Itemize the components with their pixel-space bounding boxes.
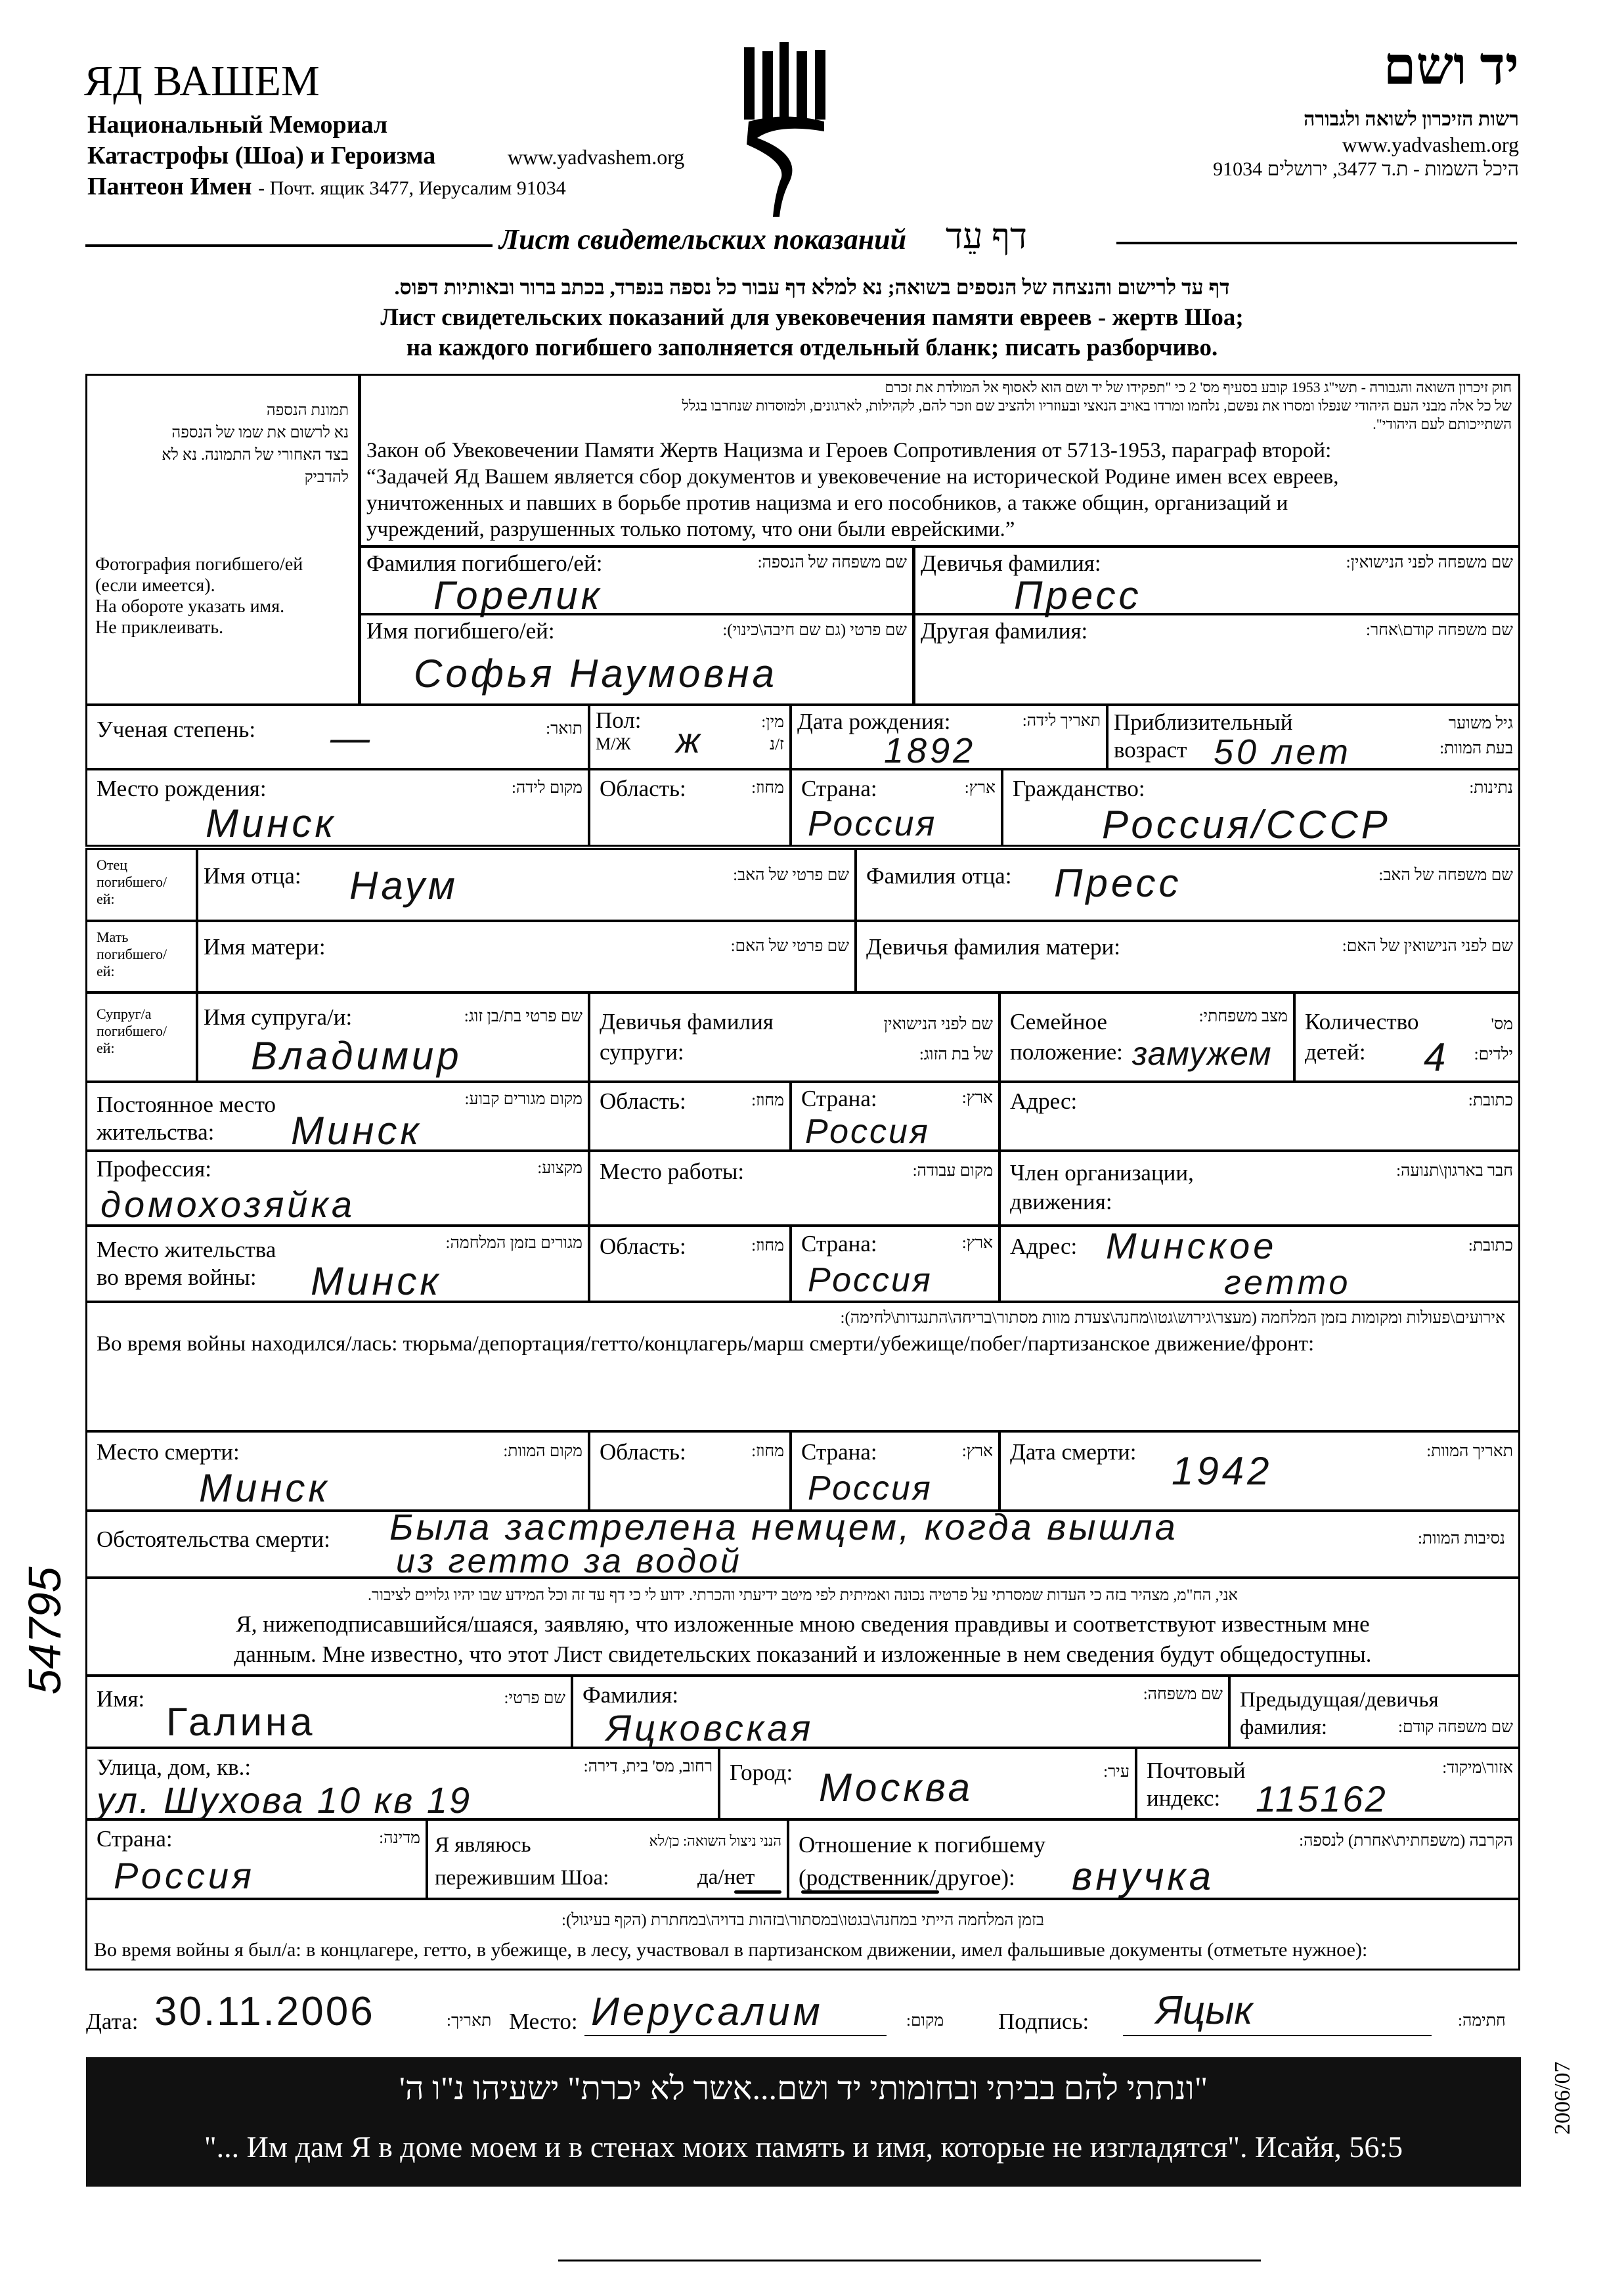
residence-address-field[interactable] <box>999 1081 1520 1151</box>
death-region-label: Область: <box>600 1439 686 1465</box>
war-residence-he: מגורים בזמן המלחמה: <box>445 1234 582 1252</box>
war-residence-label <box>97 1236 276 1291</box>
spouse-maiden-label <box>600 1007 774 1067</box>
father-side-2: погибшего/ <box>97 874 167 890</box>
marital-status-label <box>1010 1007 1123 1067</box>
form-title-ru: Лист свидетельских показаний <box>499 223 907 256</box>
birth-country-he: ארץ: <box>964 779 996 797</box>
marital-label-2: положение: <box>1010 1039 1123 1065</box>
law-he1: חוק זיכרון השואה והגבורה - תשי"ג 1953 קובע בסעיף מס' 2 כי "תפקידו של יד ושם הוא לאסוף אל המולדת את זכרם <box>885 379 1512 395</box>
submitter-country-field[interactable] <box>85 1819 428 1900</box>
submitter-country-value: Россия <box>114 1855 255 1896</box>
victim-surname-value: Горелик <box>433 573 603 617</box>
instructions-ru2: на каждого погибшего заполняется отдельный бланк; писать разборчиво. <box>406 334 1218 361</box>
profession-field[interactable] <box>85 1150 590 1226</box>
death-circumstances-label: Обстоятельства смерти: <box>97 1526 330 1552</box>
death-circumstances-he: נסיבות המוות: <box>1417 1530 1505 1548</box>
war-residence-field[interactable] <box>85 1225 590 1303</box>
submitter-war-status-field[interactable] <box>85 1898 1520 1971</box>
instructions-ru1: Лист свидетельских показаний для увековечения памяти евреев - жертв Шоа; <box>380 304 1244 331</box>
war-events-he: אירועים\פעולות ומקומות בזמן המלחמה (מעצר\גירוש\גטו\מחנה\צעדת מוות מסתור\בריחה\התנגדות\לחימה): <box>840 1309 1505 1327</box>
birth-region-label: Область: <box>600 776 686 801</box>
death-date-field[interactable] <box>999 1431 1520 1511</box>
war-residence-label-1: Место жительства <box>97 1237 276 1262</box>
father-name-he: שם פרטי של האב: <box>733 866 849 884</box>
survivor-label <box>435 1829 609 1894</box>
war-region-field[interactable] <box>588 1225 791 1303</box>
approx-age-value: 50 лет <box>1214 732 1351 772</box>
mother-name-he: שם פרטי של האם: <box>730 937 849 955</box>
father-name-value: Наум <box>349 864 458 908</box>
form-code: 2006/07 <box>1550 2061 1575 2135</box>
birth-date-label: Дата рождения: <box>797 709 951 734</box>
death-circumstances-field[interactable] <box>85 1506 1520 1580</box>
war-country-field[interactable] <box>790 1225 1000 1303</box>
war-address-value-1: Минское <box>1106 1225 1277 1266</box>
submitter-surname-he: שם משפחה: <box>1143 1685 1223 1703</box>
spouse-side-2: погибшего/ <box>97 1023 167 1039</box>
submitter-postcode-field[interactable] <box>1135 1747 1520 1820</box>
war-events-label: Во время войны находился/лась: тюрьма/депортация/гетто/концлагерь/марш смерти/убежище/побег/партизанское движение/фронт: <box>97 1332 1315 1356</box>
residence-address-he: כתובת: <box>1468 1092 1513 1109</box>
relation-he: הקרבה (משפחתית\אחרת) לנספה: <box>1299 1832 1513 1850</box>
death-country-field[interactable] <box>790 1431 1000 1511</box>
profession-value: домохозяйка <box>100 1184 355 1225</box>
residence-place-value: Минск <box>291 1109 422 1153</box>
victim-first-name-he: שם פרטי (גם שם חיבה\כינוי): <box>722 621 907 639</box>
membership-field[interactable] <box>999 1150 1520 1226</box>
mother-side-text <box>97 929 167 980</box>
victim-first-name-label: Имя погибшего/ей: <box>366 618 555 644</box>
signing-date-value[interactable]: 30.11.2006 <box>154 1989 375 2034</box>
prev-surname-label-1: Предыдущая/девичья <box>1240 1688 1439 1712</box>
war-events-field[interactable] <box>85 1301 1520 1432</box>
header-he-title: יד ושם <box>1383 38 1519 96</box>
degree-value: — <box>330 716 373 760</box>
mother-name-label: Имя матери: <box>204 934 326 960</box>
degree-he: תואר: <box>546 720 582 738</box>
children-he-1: מס' <box>1491 1015 1513 1033</box>
submitter-name-field[interactable] <box>85 1675 573 1749</box>
photo-box[interactable] <box>85 374 360 705</box>
birth-date-value: 1892 <box>884 731 977 770</box>
submitter-city-field[interactable] <box>718 1747 1137 1820</box>
membership-label-1: Член организации, <box>1010 1160 1194 1186</box>
archive-number: 54795 <box>19 1567 70 1695</box>
spouse-name-label: Имя супруга/и: <box>204 1004 353 1030</box>
mother-maiden-field[interactable] <box>855 920 1520 993</box>
father-surname-value: Пресс <box>1054 861 1182 905</box>
declaration-he: אני, הח"מ, מצהיר בזה כי העדות שמסרתי על פרטיה נכונה ואמיתית לפי מיטב ידיעתי והכרתי. ידוע לי כי דף עד זה וכל המידע שבו יהיו גלויים לציבור. <box>368 1587 1238 1604</box>
signature-line <box>1123 2035 1432 2036</box>
bottom-rule <box>558 2260 1261 2261</box>
survivor-answer[interactable]: да/нет <box>697 1865 755 1889</box>
gender-field[interactable] <box>588 704 791 770</box>
father-surname-he: שם משפחה של האב: <box>1378 866 1513 884</box>
survivor-label-1: Я являюсь <box>435 1833 531 1857</box>
mother-maiden-he: שם לפני הנישואין של האם: <box>1342 937 1513 955</box>
father-name-field[interactable] <box>196 848 856 922</box>
submitter-surname-value: Яцковская <box>606 1707 814 1749</box>
header-ru-line1: Национальный Мемориал <box>87 111 388 139</box>
children-he-2: ילדים: <box>1474 1046 1513 1063</box>
gender-label-1: Пол: <box>596 707 642 733</box>
law-ru1: Закон об Увековечении Памяти Жертв Нацизма и Героев Сопротивления от 5713-1953, параграф второй: <box>366 439 1332 462</box>
submitter-country-label: Страна: <box>97 1826 173 1852</box>
victim-maiden-he: שם משפחה לפני הנישואין: <box>1346 554 1513 571</box>
mother-side-3: ей: <box>97 963 115 979</box>
photo-ru4: Не приклеивать. <box>95 617 224 638</box>
signature-he: חתימה: <box>1458 2012 1506 2030</box>
birth-place-value: Минск <box>206 801 337 845</box>
spouse-name-field[interactable] <box>196 992 590 1082</box>
signature-label: Подпись: <box>998 2009 1089 2034</box>
death-country-label: Страна: <box>801 1439 877 1465</box>
gender-he-1: מין: <box>761 713 784 731</box>
submitter-name-value: Галина <box>166 1700 316 1744</box>
death-region-field[interactable] <box>588 1431 791 1511</box>
spouse-maiden-he-1: שם לפני הנישואין <box>883 1015 993 1033</box>
mother-side-2: погибшего/ <box>97 946 167 962</box>
spouse-maiden-label-1: Девичья фамилия <box>600 1009 774 1035</box>
death-country-value: Россия <box>808 1469 933 1507</box>
photo-ru1: Фотография погибшего/ей <box>95 554 303 575</box>
survivor-he: הנני ניצול השואה: כן/לא <box>649 1833 781 1849</box>
survivor-answer-underline <box>734 1890 781 1894</box>
law-he2: של כל אלה מבני העם היהודי שנפלו ומסרו את נפשם, נלחמו ומרדו באויב הנאצי ובעוזריו ולהציב שם וזכר להם, לקהילות, לארגונים, ולמוסדות שנחרבו בגלל <box>682 397 1512 414</box>
children-count-value: 4 <box>1424 1035 1449 1079</box>
header-he-line1: רשות הזיכרון לשואה ולגבורה <box>1304 108 1519 130</box>
gender-value: ж <box>676 721 704 761</box>
children-label-2: детей: <box>1305 1039 1366 1065</box>
mother-side-label <box>85 920 198 993</box>
birth-country-field[interactable] <box>790 768 1003 847</box>
law-ru2: “Задачей Яд Вашем является сбор документов и увековечение на исторической Родине имен всех евреев, <box>366 465 1339 489</box>
relation-value: внучка <box>1072 1854 1215 1898</box>
submitter-name-he: שם פרטי: <box>504 1689 565 1707</box>
membership-label-2: движения: <box>1010 1189 1112 1214</box>
header-ru-line2: Катастрофы (Шоа) и Героизма <box>87 142 436 169</box>
war-country-label: Страна: <box>801 1231 877 1257</box>
submitter-war-label: Во время войны я был/а: в концлагере, гетто, в убежище, в лесу, участвовал в партизанском движении, имел фальшивые документы (отметьте нужное): <box>94 1939 1368 1961</box>
death-country-he: ארץ: <box>961 1442 993 1460</box>
war-residence-label-2: во время войны: <box>97 1264 257 1290</box>
photo-ru <box>95 554 303 638</box>
submitter-war-he: בזמן המלחמה הייתי במחנה\בגטו\במסתור\בזהות בדויה\במחתרת (הקף בעיגול): <box>561 1911 1044 1929</box>
war-address-field[interactable] <box>999 1225 1520 1303</box>
war-region-label: Область: <box>600 1234 686 1259</box>
victim-other-surname-label: Другая фамилия: <box>921 618 1088 644</box>
prev-surname-label-2: фамилия: <box>1240 1716 1328 1739</box>
death-place-field[interactable] <box>85 1431 590 1511</box>
relation-label-1: Отношение к погибшему <box>799 1832 1046 1858</box>
signature-value[interactable]: Яцык <box>1156 1988 1253 2032</box>
war-residence-value: Минск <box>311 1259 442 1303</box>
spouse-maiden-he-2: של בת הזוג: <box>919 1046 993 1063</box>
instructions-he: דף עד לרישום והנצחה של הנספים בשואה; נא למלא דף עבור כל נספה בנפרד, בכתב ברור ובאותיות דפוס. <box>394 275 1230 299</box>
citizenship-field[interactable] <box>1001 768 1520 847</box>
mother-name-field[interactable] <box>196 920 856 993</box>
survivor-label-2: пережившим Шоа: <box>435 1866 609 1890</box>
spouse-maiden-he <box>884 1010 993 1070</box>
residence-place-field[interactable] <box>85 1081 590 1151</box>
law-he3: השתייכותם לעם היהודי". <box>1372 416 1512 432</box>
header-he-address: היכל השמות - ת.ד 3477, ירושלים 91034 <box>1213 158 1519 180</box>
signing-place-he: מקום: <box>906 2012 944 2030</box>
father-side-3: ей: <box>97 891 115 907</box>
workplace-label: Место работы: <box>600 1159 745 1184</box>
law-ru3: уничтоженных и павших в борьбе против нацизма и его пособников, а также общин, организаций и <box>366 491 1288 515</box>
degree-field[interactable] <box>85 704 590 770</box>
children-count-label <box>1305 1007 1418 1067</box>
footer-banner <box>86 2057 1521 2187</box>
father-surname-field[interactable] <box>855 848 1520 922</box>
birth-place-he: מקום לידה: <box>511 779 582 797</box>
residence-region-label: Область: <box>600 1088 686 1114</box>
children-count-field[interactable] <box>1294 992 1520 1082</box>
residence-country-he: ארץ: <box>961 1089 993 1107</box>
photo-he3: בצד האחורי של התמונה. נא לא <box>162 447 349 464</box>
address-label: - Почт. ящик 3477, Иерусалим 91034 <box>258 177 566 199</box>
spouse-name-he: שם פרטי בת/בן זוג: <box>464 1008 582 1025</box>
submitter-street-he: רחוב, מס' בית, דירה: <box>583 1758 713 1775</box>
approx-age-he <box>1439 711 1513 761</box>
victim-surname-he: שם משפחה של הנספה: <box>757 554 907 571</box>
war-country-he: ארץ: <box>961 1234 993 1252</box>
death-region-he: מחוז: <box>751 1442 784 1460</box>
citizenship-he: נתינות: <box>1469 779 1513 797</box>
death-place-label: Место смерти: <box>97 1439 240 1465</box>
law-ru4: учреждений, разрушенных только потому, что они были еврейскими.” <box>366 518 1015 541</box>
relation-field[interactable] <box>787 1819 1520 1900</box>
birth-date-he: תאריך לידה: <box>1022 712 1101 730</box>
father-side-1: Отец <box>97 857 128 873</box>
marital-status-he: מצב משפחתי: <box>1198 1008 1288 1025</box>
birth-country-label: Страна: <box>801 776 877 801</box>
birth-country-value: Россия <box>808 804 937 843</box>
father-surname-label: Фамилия отца: <box>866 863 1012 889</box>
birth-region-he: מחוז: <box>751 779 784 797</box>
birth-place-field[interactable] <box>85 768 590 847</box>
photo-he <box>162 399 349 489</box>
residence-label-2: жительства: <box>97 1119 215 1145</box>
marital-status-value: замужем <box>1132 1035 1272 1072</box>
birth-region-field[interactable] <box>588 768 791 847</box>
signing-date-he: תאריך: <box>447 2012 492 2030</box>
residence-country-label: Страна: <box>801 1086 877 1111</box>
footer-he-quote: "ונתתי להם בביתי ובחומותי יד ושם...אשר לא יכרת" ישעיהו נ"ו ה' <box>399 2070 1208 2106</box>
law-he <box>682 378 1512 434</box>
photo-he1: תמונת הנספה <box>266 402 349 419</box>
declaration-ru2: данным. Мне известно, что этот Лист свидетельских показаний и изложенные в нем сведения будут общедоступны. <box>234 1641 1372 1667</box>
pantheon-label: Пантеон Имен <box>87 173 252 200</box>
marital-status-field[interactable] <box>999 992 1295 1082</box>
residence-label-1: Постоянное место <box>97 1092 276 1117</box>
residence-country-field[interactable] <box>790 1081 1000 1151</box>
death-date-label: Дата смерти: <box>1010 1439 1137 1465</box>
gender-he <box>761 711 784 756</box>
children-label-1: Количество <box>1305 1009 1419 1035</box>
survivor-field[interactable] <box>426 1819 789 1900</box>
gender-label <box>596 709 642 756</box>
victim-maiden-value: Пресс <box>1014 573 1142 617</box>
form-title-he: דף עֵד <box>946 217 1027 256</box>
declaration-ru <box>97 1609 1509 1670</box>
war-address-he: כתובת: <box>1468 1237 1513 1255</box>
postcode-label-1: Почтовый <box>1147 1758 1246 1783</box>
law-box <box>359 374 1520 547</box>
approx-age-he-2: בעת המוות: <box>1439 740 1513 757</box>
spouse-side-text <box>97 1006 167 1057</box>
spouse-side-3: ей: <box>97 1040 115 1056</box>
signing-place-label: Место: <box>509 2009 578 2034</box>
workplace-field[interactable] <box>588 1150 1000 1226</box>
photo-ru2: (если имеется). <box>95 575 215 596</box>
residence-region-he: מחוז: <box>751 1092 784 1109</box>
father-side-text <box>97 857 167 908</box>
relation-underline <box>801 1890 939 1894</box>
membership-label <box>1010 1159 1194 1216</box>
signing-place-line <box>584 2035 887 2036</box>
workplace-he: מקום עבודה: <box>912 1162 993 1180</box>
submitter-name-label: Имя: <box>97 1686 145 1712</box>
victim-first-name-field[interactable] <box>359 613 914 705</box>
death-date-he: תאריך המוות: <box>1426 1442 1513 1460</box>
death-place-value: Минск <box>199 1466 330 1510</box>
gender-label-2: М/Ж <box>596 734 631 753</box>
approx-age-label-1: Приблизительный <box>1114 709 1293 735</box>
header-ru-title: ЯД ВАШЕМ <box>84 57 320 105</box>
residence-country-value: Россия <box>805 1113 930 1151</box>
header-url-left: www.yadvashem.org <box>508 145 685 169</box>
submitter-surname-field[interactable] <box>571 1675 1230 1749</box>
submitter-city-value: Москва <box>819 1766 974 1810</box>
photo-ru3: На обороте указать имя. <box>95 596 285 617</box>
death-circumstances-value-1: Была застрелена немцем, когда вышла <box>389 1506 1178 1548</box>
law-ru <box>366 437 1338 543</box>
submitter-city-he: עיר: <box>1103 1763 1130 1781</box>
residence-place-label <box>97 1091 276 1146</box>
marital-label-1: Семейное <box>1010 1009 1107 1035</box>
submitter-city-label: Город: <box>730 1760 793 1785</box>
submitter-postcode-value: 115162 <box>1256 1778 1388 1819</box>
submitter-postcode-he: אזור\מיקוד: <box>1442 1759 1513 1777</box>
gender-he-2: ז/נ <box>769 736 784 753</box>
relation-label-2: (родственник/другое): <box>799 1865 1015 1890</box>
death-circumstances-value-2: из гетто за водой <box>396 1542 742 1580</box>
postcode-label-2: индекс: <box>1147 1785 1221 1811</box>
war-address-label: Адрес: <box>1010 1234 1078 1259</box>
submitter-postcode-label <box>1147 1757 1246 1812</box>
spouse-name-value: Владимир <box>251 1034 462 1078</box>
footer-ru-quote: "... Им дам Я в доме моем и в стенах моих память и имя, которые не изгладятся". Исайя, 56:5 <box>204 2130 1403 2164</box>
spouse-maiden-label-2: супруги: <box>600 1039 684 1065</box>
death-place-he: מקום המוות: <box>503 1442 582 1460</box>
submitter-street-label: Улица, дом, кв.: <box>97 1754 252 1780</box>
victim-surname-label: Фамилия погибшего/ей: <box>366 550 603 576</box>
spouse-side-1: Супруг/а <box>97 1006 152 1022</box>
signing-row <box>0 1971 1624 2049</box>
citizenship-label: Гражданство: <box>1013 776 1145 801</box>
citizenship-value: Россия/СССР <box>1102 803 1391 847</box>
father-name-label: Имя отца: <box>204 863 301 889</box>
birth-place-label: Место рождения: <box>97 776 267 801</box>
birth-date-field[interactable] <box>790 704 1108 770</box>
submitter-surname-label: Фамилия: <box>582 1682 679 1708</box>
spouse-side-label <box>85 992 198 1082</box>
profession-label: Профессия: <box>97 1156 211 1182</box>
signing-date-label: Дата: <box>86 2009 139 2034</box>
war-country-value: Россия <box>808 1261 933 1299</box>
mother-side-1: Мать <box>97 929 129 945</box>
approx-age-field[interactable] <box>1107 704 1520 770</box>
victim-other-surname-he: שם משפחה קודם\אחר: <box>1366 621 1513 639</box>
submitter-prev-surname-field[interactable] <box>1229 1675 1520 1749</box>
declaration-ru1: Я, нижеподписавшийся/шаяся, заявляю, что изложенные мною сведения правдивы и соответствуют известным мне <box>236 1611 1370 1637</box>
residence-address-label: Адрес: <box>1010 1088 1078 1114</box>
residence-place-he: מקום מגורים קבוע: <box>464 1090 582 1108</box>
submitter-prev-surname-he: שם משפחה קודם: <box>1398 1718 1513 1736</box>
degree-label: Ученая степень: <box>97 717 256 742</box>
children-count-he <box>1474 1010 1513 1070</box>
relation-label <box>799 1829 1045 1894</box>
war-address-value-2: гетто <box>1224 1264 1351 1302</box>
victim-maiden-field[interactable] <box>913 546 1520 615</box>
header-url-right: www.yadvashem.org <box>1342 133 1519 156</box>
profession-he: מקצוע: <box>537 1159 582 1177</box>
mother-maiden-label: Девичья фамилия матери: <box>866 934 1120 960</box>
submitter-country-he: מדינה: <box>379 1829 420 1847</box>
war-region-he: מחוז: <box>751 1237 784 1255</box>
spouse-maiden-field[interactable] <box>588 992 1000 1082</box>
victim-maiden-label: Девичья фамилия: <box>921 550 1101 576</box>
photo-he2: נא לרשום את שמו של הנספה <box>171 424 349 441</box>
membership-he: חבר בארגון\תנועה: <box>1396 1162 1513 1180</box>
submitter-street-field[interactable] <box>85 1747 720 1820</box>
death-date-value: 1942 <box>1172 1449 1273 1493</box>
victim-first-name-value: Софья Наумовна <box>414 652 778 696</box>
victim-surname-field[interactable] <box>359 546 914 615</box>
declaration-box <box>85 1577 1520 1676</box>
father-side-label <box>85 848 198 922</box>
photo-he4: להדביק <box>304 469 349 486</box>
submitter-street-value: ул. Шухова 10 кв 19 <box>97 1779 472 1821</box>
signing-place-value[interactable]: Иерусалим <box>591 1990 823 2034</box>
residence-region-field[interactable] <box>588 1081 791 1151</box>
victim-other-surname-field[interactable] <box>913 613 1520 705</box>
approx-age-he-1: גיל משוער <box>1448 715 1513 732</box>
approx-age-label-2: возраст <box>1114 737 1187 763</box>
